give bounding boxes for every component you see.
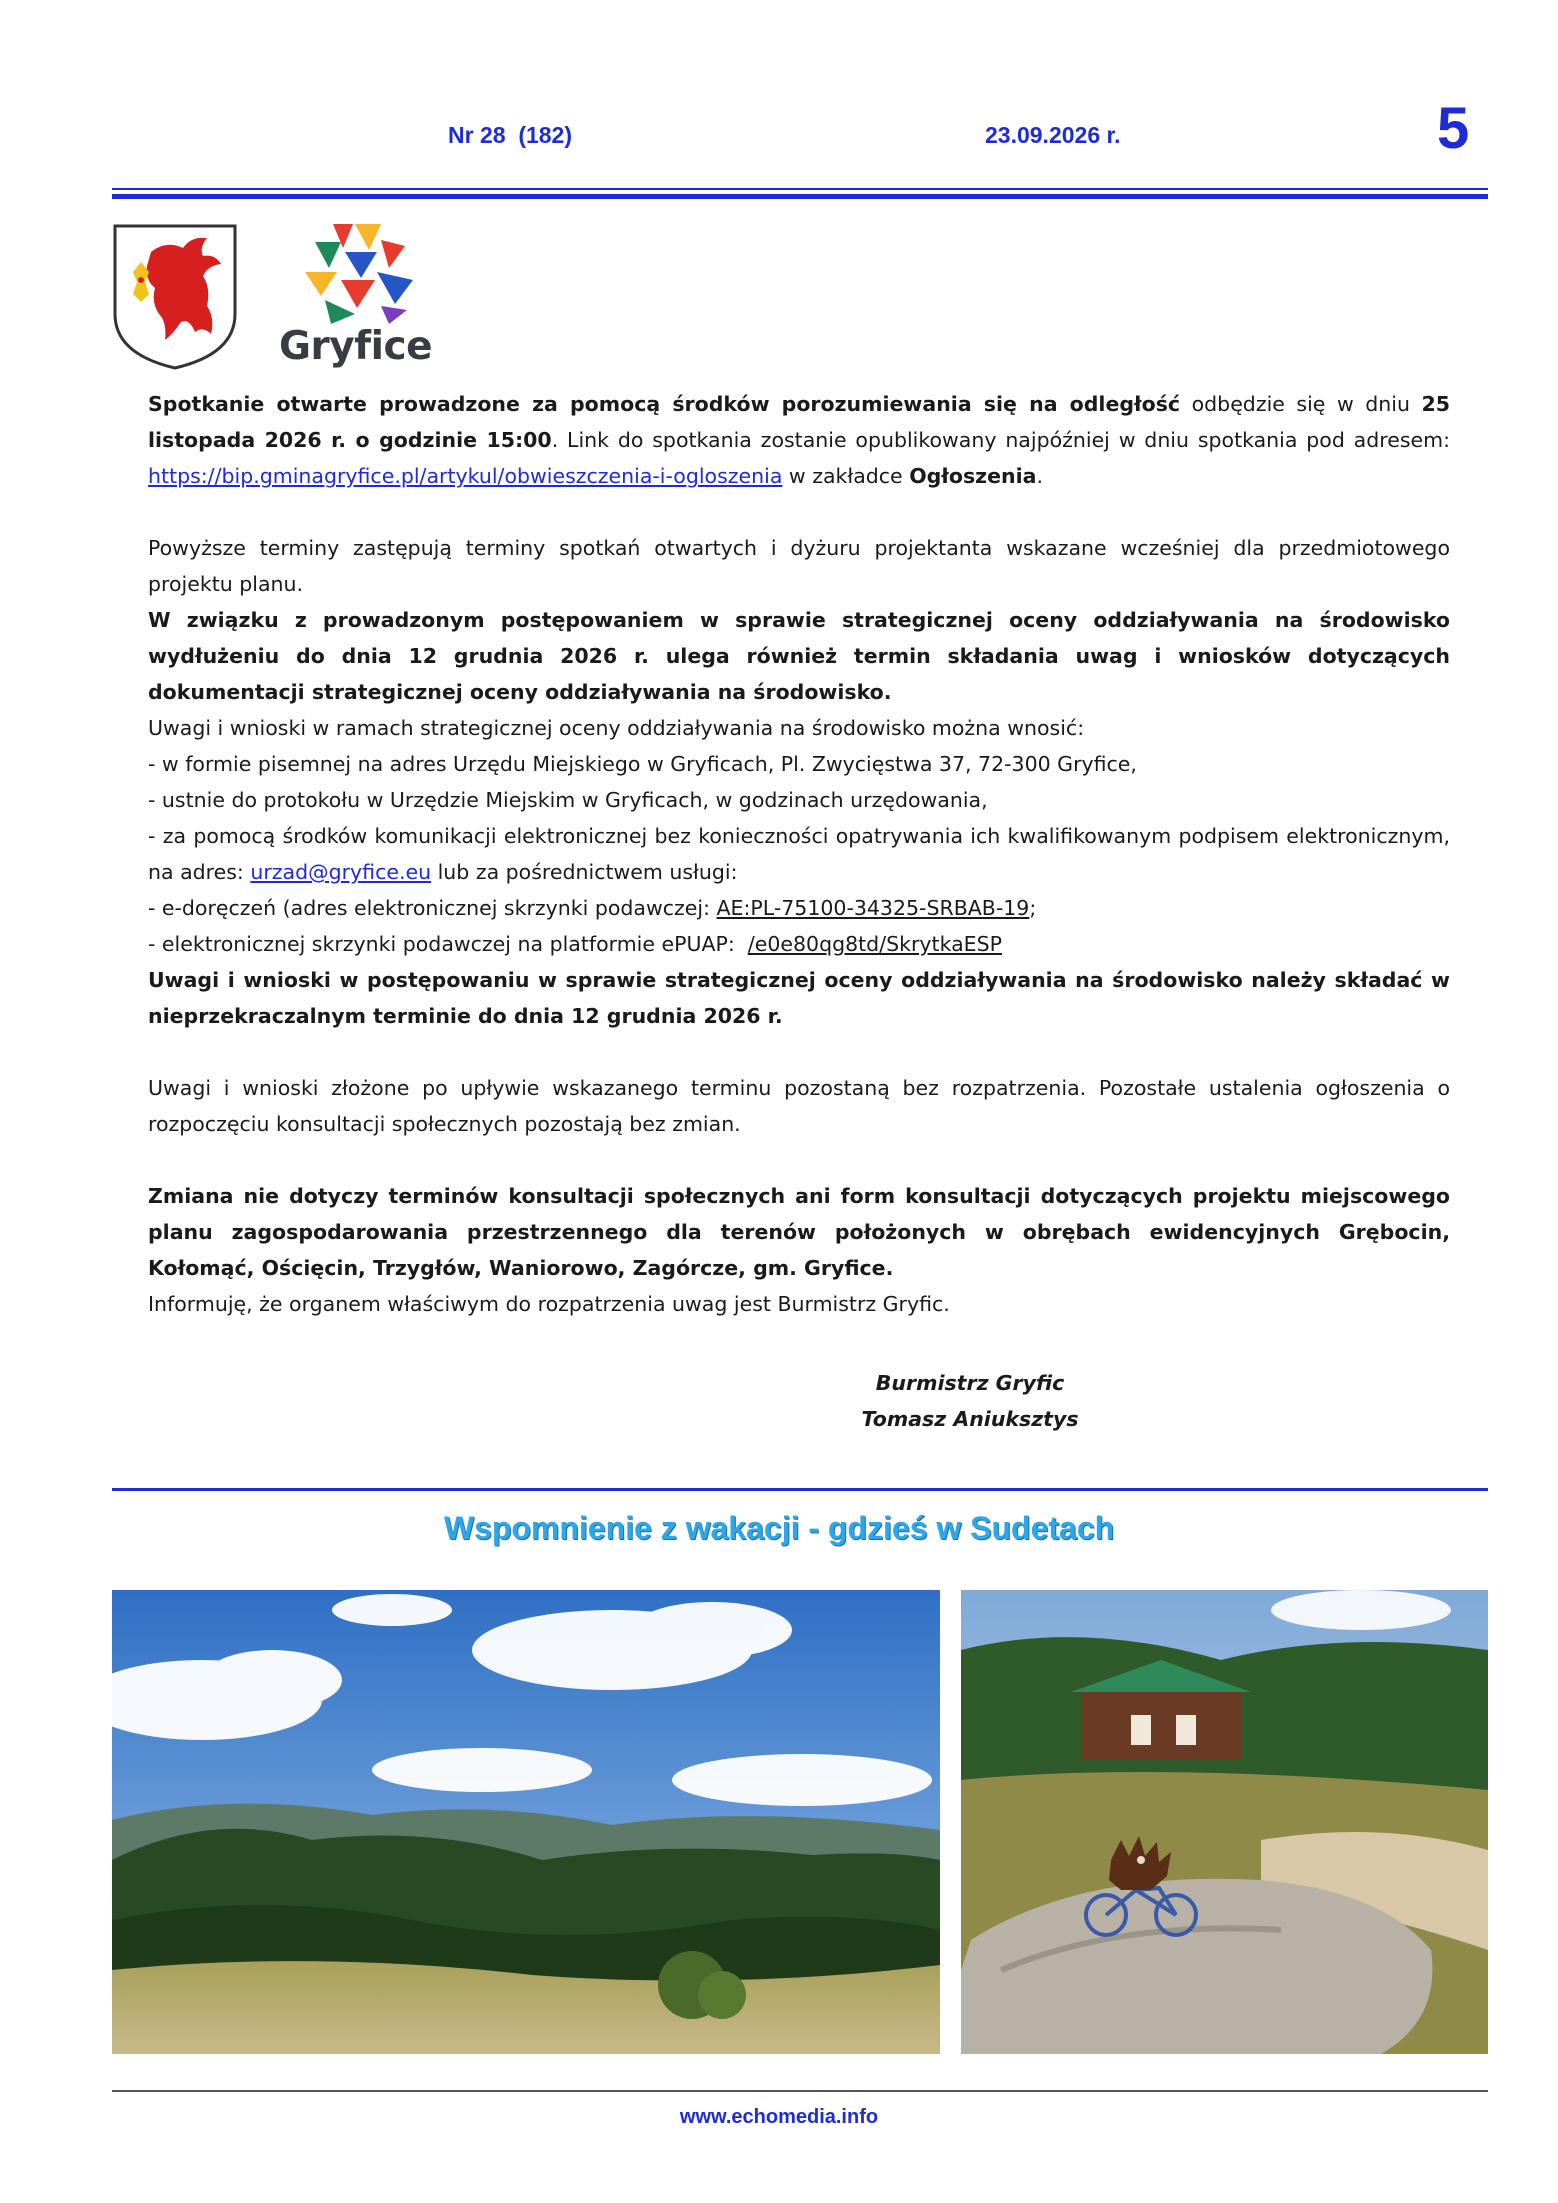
meeting-bold-intro: Spotkanie otwarte prowadzone za pomocą środków porozumiewania się na odległość bbox=[148, 392, 1181, 416]
signature-title: Burmistrz Gryfic bbox=[875, 1371, 1065, 1395]
paragraph-extension bbox=[148, 602, 1450, 710]
list-item-written: - w formie pisemnej na adres Urzędu Miejskiego w Gryficach, Pl. Zwycięstwa 37, 72-300 Gryfice, bbox=[148, 752, 1137, 776]
list-item-epuap bbox=[148, 926, 1450, 962]
epuap-text: - elektronicznej skrzynki podawczej na platformie ePUAP: bbox=[148, 932, 748, 956]
gryfice-logo-text: Gryfice bbox=[279, 324, 433, 369]
extension-bold: W związku z prowadzonym postępowaniem w sprawie strategicznej oceny oddziaływania na środowisko wydłużeniu do dnia 12 grudnia 2026 r. ulega również termin składania uwag i wniosków dotyczących dokumentacji strategicznej oceny oddziaływania na środowisko. bbox=[148, 608, 1450, 704]
signature-block bbox=[820, 1365, 1120, 1437]
e-delivery-address: AE:PL-75100-34325-SRBAB-19 bbox=[716, 896, 1030, 920]
section-rule bbox=[112, 1488, 1488, 1491]
issue-date: 23.09.2026 r. bbox=[985, 122, 1121, 148]
paragraph-authority: Informuję, że organem właściwym do rozpatrzenia uwag jest Burmistrz Gryfic. bbox=[148, 1292, 950, 1316]
meeting-text-d: . bbox=[1036, 464, 1044, 488]
paragraph-submission-intro: Uwagi i wnioski w ramach strategicznej oceny oddziaływania na środowisko można wnosić: bbox=[148, 716, 1085, 740]
meeting-text-b: . Link do spotkania zostanie opublikowany najpóźniej w dniu spotkania pod adresem: bbox=[551, 428, 1450, 452]
footer-website-link[interactable]: www.echomedia.info bbox=[679, 2106, 879, 2128]
gryfice-logo-mark-icon bbox=[285, 220, 425, 330]
issue-number: Nr 28 (182) bbox=[448, 122, 573, 148]
paragraph-meeting bbox=[148, 386, 1450, 494]
epuap-address: /e0e80qg8td/SkrytkaESP bbox=[747, 932, 1002, 956]
announcement-body bbox=[148, 386, 1450, 1322]
page-number: 5 bbox=[1437, 96, 1470, 161]
e-delivery-end: ; bbox=[1029, 896, 1037, 920]
ogloszenia-tab-name: Ogłoszenia bbox=[909, 464, 1037, 488]
scope-bold: Zmiana nie dotyczy terminów konsultacji społecznych ani form konsultacji dotyczących projektu miejscowego planu zagospodarowania przestrzennego dla terenów położonych w obrębach ewidencyjnych Grębocin, Kołomąć, Ościęcin, Trzygłów, Waniorowo, Zagórcze, gm. Gryfice. bbox=[148, 1184, 1450, 1280]
electronic-text-b: lub za pośrednictwem usługi: bbox=[431, 860, 738, 884]
deadline-bold: Uwagi i wnioski w postępowaniu w sprawie strategicznej oceny oddziaływania na środowisko należy składać w nieprzekraczalnym terminie do dnia 12 grudnia 2026 r. bbox=[148, 968, 1450, 1028]
spacer bbox=[148, 494, 1450, 530]
spacer bbox=[148, 1034, 1450, 1070]
electronic-text-a: - za pomocą środków komunikacji elektronicznej bez konieczności opatrywania ich kwalifikowanym podpisem elektronicznym, na adres: bbox=[148, 824, 1450, 884]
hedgehog-bicycle-photo bbox=[961, 1590, 1488, 2054]
footer-rule bbox=[112, 2090, 1488, 2092]
signature-name: Tomasz Aniuksztys bbox=[861, 1407, 1079, 1431]
list-item-e-delivery bbox=[148, 890, 1450, 926]
griffin-crest-icon bbox=[111, 222, 239, 370]
mountain-landscape-photo bbox=[112, 1590, 940, 2054]
paragraph-replacement: Powyższe terminy zastępują terminy spotkań otwartych i dyżuru projektanta wskazane wcześniej dla przedmiotowego projektu planu. bbox=[148, 536, 1450, 596]
email-link[interactable]: urzad@gryfice.eu bbox=[250, 860, 432, 884]
header-rule-thick bbox=[112, 194, 1488, 199]
e-delivery-text: - e-doręczeń (adres elektronicznej skrzynki podawczej: bbox=[148, 896, 717, 920]
spacer bbox=[148, 1142, 1450, 1178]
meeting-text-c: w zakładce bbox=[782, 464, 910, 488]
section-title: Wspomnienie z wakacji - gdzieś w Sudetach bbox=[443, 1510, 1115, 1546]
bip-link[interactable]: https://bip.gminagryfice.pl/artykul/obwieszczenia-i-ogloszenia bbox=[148, 464, 783, 488]
header-rule-thin bbox=[112, 188, 1488, 190]
gryfice-logo bbox=[275, 220, 445, 380]
paragraph-scope bbox=[148, 1178, 1450, 1286]
meeting-text-a: odbędzie się w dniu bbox=[1180, 392, 1422, 416]
paragraph-deadline bbox=[148, 962, 1450, 1034]
list-item-oral: - ustnie do protokołu w Urzędzie Miejskim w Gryficach, w godzinach urzędowania, bbox=[148, 788, 988, 812]
paragraph-late-submissions: Uwagi i wnioski złożone po upływie wskazanego terminu pozostaną bez rozpatrzenia. Pozostałe ustalenia ogłoszenia o rozpoczęciu konsultacji społecznych pozostają bez zmian. bbox=[148, 1076, 1450, 1136]
list-item-electronic bbox=[148, 818, 1450, 890]
meeting-date-time: 25 listopada 2026 r. o godzinie 15:00 bbox=[148, 392, 1450, 452]
